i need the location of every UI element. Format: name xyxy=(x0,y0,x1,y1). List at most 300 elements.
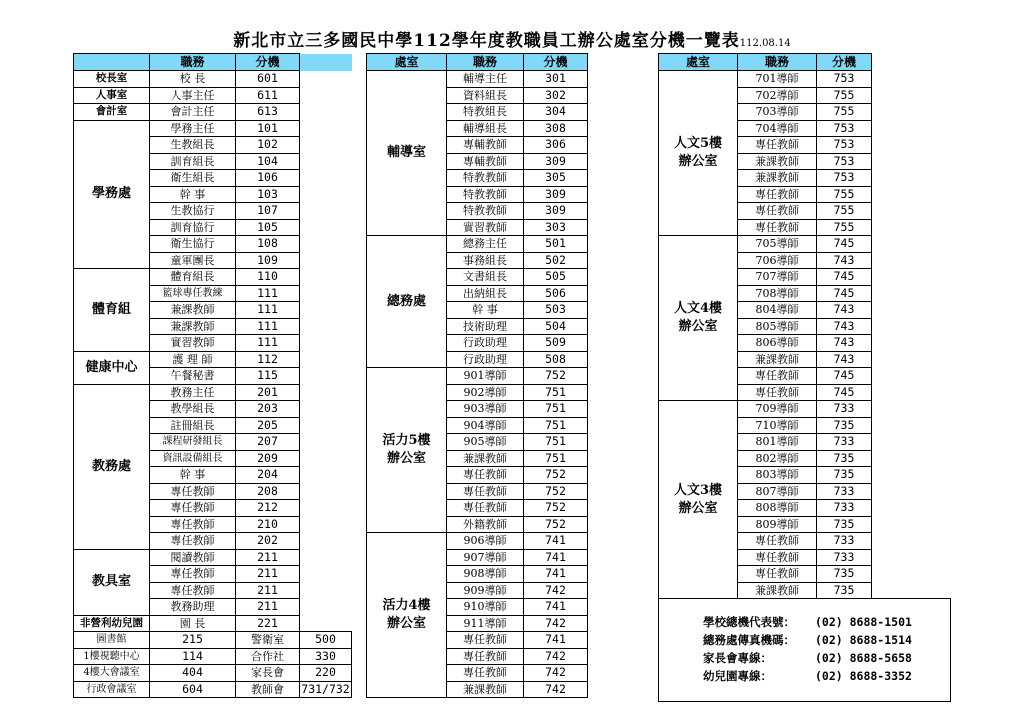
position-cell: 會計主任 xyxy=(150,104,236,121)
office-cell: 教具室 xyxy=(74,549,150,615)
empty-cell xyxy=(300,285,352,302)
table-row xyxy=(74,269,352,286)
ext-cell: 751 xyxy=(524,434,588,451)
table-row xyxy=(74,648,352,665)
ext-cell: 501 xyxy=(524,236,588,253)
ext-cell: 741 xyxy=(524,599,588,616)
position-cell: 資訊設備組長 xyxy=(150,450,236,467)
ext-cell: 752 xyxy=(524,516,588,533)
position-cell: 教務助理 xyxy=(150,599,236,616)
empty-cell xyxy=(300,615,352,632)
position-cell: 802導師 xyxy=(738,450,817,467)
position-cell: 910導師 xyxy=(447,599,524,616)
office-cell: 人事室 xyxy=(74,87,150,104)
ext-cell: 205 xyxy=(236,417,300,434)
position-cell: 904導師 xyxy=(447,417,524,434)
position-cell: 事務組長 xyxy=(447,252,524,269)
position-cell: 902導師 xyxy=(447,384,524,401)
ext-cell: 735 xyxy=(817,450,872,467)
position-cell: 701導師 xyxy=(738,71,817,88)
ext-cell: 309 xyxy=(524,186,588,203)
ext-cell: 745 xyxy=(817,236,872,253)
header-office xyxy=(74,54,150,71)
position-cell: 805導師 xyxy=(738,318,817,335)
ext-cell: 751 xyxy=(524,450,588,467)
empty-cell xyxy=(300,417,352,434)
contact-row: 總務處傳真機碼： (02) 8688-1514 xyxy=(703,633,912,647)
position-cell: 708導師 xyxy=(738,285,817,302)
ext-cell: 733 xyxy=(817,533,872,550)
position-cell: 兼課教師 xyxy=(447,450,524,467)
position-cell: 兼課教師 xyxy=(738,170,817,187)
position-cell: 專任教師 xyxy=(738,384,817,401)
table-row xyxy=(74,632,352,649)
title-text: 新北市立三多國民中學112學年度教職員工辦公處室分機一覽表 xyxy=(233,31,740,51)
ext-cell: 735 xyxy=(817,582,872,599)
ext-cell: 755 xyxy=(817,104,872,121)
ext-cell: 733 xyxy=(817,401,872,418)
ext-cell: 752 xyxy=(524,483,588,500)
position-cell: 技術助理 xyxy=(447,318,524,335)
position-cell: 專任教師 xyxy=(738,368,817,385)
ext-cell: 752 xyxy=(524,500,588,517)
room-cell: 1樓視聽中心 xyxy=(74,648,150,665)
ext-cell: 741 xyxy=(524,549,588,566)
ext-cell: 302 xyxy=(524,87,588,104)
header-ext: 分機 xyxy=(236,54,300,71)
table-row xyxy=(367,71,588,88)
ext-cell: 306 xyxy=(524,137,588,154)
position-cell: 兼課教師 xyxy=(738,582,817,599)
position-cell: 兼課教師 xyxy=(150,302,236,319)
position-cell: 出納組長 xyxy=(447,285,524,302)
ext-cell: 111 xyxy=(236,285,300,302)
table-header xyxy=(367,54,588,71)
ext-cell: 104 xyxy=(236,153,300,170)
header-ext: 分機 xyxy=(524,54,588,71)
office-cell: 教務處 xyxy=(74,384,150,549)
position-cell: 906導師 xyxy=(447,533,524,550)
position-cell: 訓育協行 xyxy=(150,219,236,236)
empty-cell xyxy=(300,120,352,137)
empty-cell xyxy=(300,302,352,319)
position-cell: 專任教師 xyxy=(447,500,524,517)
room-cell: 圖書館 xyxy=(74,632,150,649)
ext-cell: 110 xyxy=(236,269,300,286)
empty-cell xyxy=(300,236,352,253)
ext-cell: 502 xyxy=(524,252,588,269)
ext-cell: 735 xyxy=(817,417,872,434)
position-cell: 兼課教師 xyxy=(447,681,524,698)
empty-cell xyxy=(300,203,352,220)
empty-cell xyxy=(300,269,352,286)
ext-cell: 203 xyxy=(236,401,300,418)
position-cell: 實習教師 xyxy=(150,335,236,352)
position-cell: 特教組長 xyxy=(447,104,524,121)
ext-cell: 753 xyxy=(817,153,872,170)
empty-cell xyxy=(300,483,352,500)
position-cell: 專輔教師 xyxy=(447,153,524,170)
ext-cell: 755 xyxy=(817,203,872,220)
position-cell: 護 理 師 xyxy=(150,351,236,368)
office-cell: 體育組 xyxy=(74,269,150,352)
position-cell: 特教教師 xyxy=(447,186,524,203)
office-cell: 會計室 xyxy=(74,104,150,121)
room-cell: 4樓大會議室 xyxy=(74,665,150,682)
position-cell: 807導師 xyxy=(738,483,817,500)
empty-cell xyxy=(300,467,352,484)
ext-cell: 107 xyxy=(236,203,300,220)
ext-cell: 508 xyxy=(524,351,588,368)
empty-cell xyxy=(300,434,352,451)
ext-cell: 215 xyxy=(150,632,236,649)
position-cell: 808導師 xyxy=(738,500,817,517)
position-cell: 專任教師 xyxy=(150,483,236,500)
position-cell: 教學組長 xyxy=(150,401,236,418)
empty-cell xyxy=(300,351,352,368)
position-cell: 專任教師 xyxy=(738,219,817,236)
ext-cell: 755 xyxy=(817,87,872,104)
empty-cell xyxy=(300,219,352,236)
header-position: 職務 xyxy=(738,54,817,71)
position-cell: 幹 事 xyxy=(150,467,236,484)
ext-cell: 745 xyxy=(817,285,872,302)
position-cell: 專任教師 xyxy=(447,648,524,665)
empty-cell xyxy=(300,71,352,88)
ext-cell: 209 xyxy=(236,450,300,467)
position-cell: 行政助理 xyxy=(447,335,524,352)
position-cell: 806導師 xyxy=(738,335,817,352)
ext-cell: 753 xyxy=(817,71,872,88)
ext-cell: 309 xyxy=(524,203,588,220)
office-cell: 健康中心 xyxy=(74,351,150,384)
ext-cell: 751 xyxy=(524,401,588,418)
ext-cell: 211 xyxy=(236,599,300,616)
title-date: 112.08.14 xyxy=(739,38,791,49)
position-cell: 905導師 xyxy=(447,434,524,451)
ext-cell: 506 xyxy=(524,285,588,302)
ext-cell: 743 xyxy=(817,302,872,319)
ext-cell: 742 xyxy=(524,681,588,698)
ext-cell: 105 xyxy=(236,219,300,236)
ext-cell: 111 xyxy=(236,302,300,319)
table-row xyxy=(74,351,352,368)
empty-cell xyxy=(300,137,352,154)
ext-cell: 755 xyxy=(817,219,872,236)
empty-cell xyxy=(300,599,352,616)
empty-cell xyxy=(300,450,352,467)
position-cell: 籃球專任教練 xyxy=(150,285,236,302)
position-cell: 專任教師 xyxy=(150,566,236,583)
position-cell: 專輔教師 xyxy=(447,137,524,154)
table-row xyxy=(74,120,352,137)
ext-cell: 106 xyxy=(236,170,300,187)
position-cell: 706導師 xyxy=(738,252,817,269)
ext-cell: 500 xyxy=(300,632,352,649)
table-row xyxy=(367,236,588,253)
ext-cell: 751 xyxy=(524,384,588,401)
ext-cell: 112 xyxy=(236,351,300,368)
position-cell: 704導師 xyxy=(738,120,817,137)
ext-cell: 613 xyxy=(236,104,300,121)
ext-cell: 114 xyxy=(150,648,236,665)
ext-cell: 211 xyxy=(236,566,300,583)
position-cell: 908導師 xyxy=(447,566,524,583)
position-cell: 輔導組長 xyxy=(447,120,524,137)
table-row xyxy=(74,681,352,698)
ext-cell: 309 xyxy=(524,153,588,170)
ext-cell: 743 xyxy=(817,351,872,368)
middle-extension-table xyxy=(366,53,588,698)
ext-cell: 220 xyxy=(300,665,352,682)
ext-cell: 204 xyxy=(236,467,300,484)
table-row xyxy=(367,533,588,550)
office-cell: 活力4樓 辦公室 xyxy=(367,533,447,698)
position-cell: 文書組長 xyxy=(447,269,524,286)
position-cell: 809導師 xyxy=(738,516,817,533)
position-cell: 實習教師 xyxy=(447,219,524,236)
office-cell: 活力5樓 辦公室 xyxy=(367,368,447,533)
position-cell: 幹 事 xyxy=(150,186,236,203)
ext-cell: 601 xyxy=(236,71,300,88)
empty-cell xyxy=(300,335,352,352)
position-cell: 710導師 xyxy=(738,417,817,434)
ext-cell: 109 xyxy=(236,252,300,269)
ext-cell: 101 xyxy=(236,120,300,137)
empty-cell xyxy=(300,582,352,599)
ext-cell: 733 xyxy=(817,483,872,500)
position-cell: 輔導主任 xyxy=(447,71,524,88)
position-cell: 午餐秘書 xyxy=(150,368,236,385)
ext-cell: 308 xyxy=(524,120,588,137)
office-cell: 人文5樓 辦公室 xyxy=(659,71,738,236)
position-cell: 專任教師 xyxy=(447,467,524,484)
empty-cell xyxy=(300,384,352,401)
ext-cell: 301 xyxy=(524,71,588,88)
position-cell: 911導師 xyxy=(447,615,524,632)
position-cell: 703導師 xyxy=(738,104,817,121)
ext-cell: 735 xyxy=(817,467,872,484)
ext-cell: 111 xyxy=(236,335,300,352)
ext-cell: 208 xyxy=(236,483,300,500)
table-row xyxy=(74,87,352,104)
position-cell: 註冊組長 xyxy=(150,417,236,434)
ext-cell: 751 xyxy=(524,417,588,434)
ext-cell: 212 xyxy=(236,500,300,517)
ext-cell: 509 xyxy=(524,335,588,352)
ext-cell: 103 xyxy=(236,186,300,203)
contact-row: 幼兒園專線： (02) 8688-3352 xyxy=(703,669,912,683)
empty-cell xyxy=(300,368,352,385)
empty-cell xyxy=(300,87,352,104)
table-header xyxy=(659,54,872,71)
empty-cell xyxy=(300,500,352,517)
position-cell: 幹 事 xyxy=(447,302,524,319)
table-row xyxy=(74,104,352,121)
position-cell: 907導師 xyxy=(447,549,524,566)
position-cell: 901導師 xyxy=(447,368,524,385)
empty-cell xyxy=(300,252,352,269)
position-cell: 校 長 xyxy=(150,71,236,88)
ext-cell: 503 xyxy=(524,302,588,319)
position-cell: 童軍團長 xyxy=(150,252,236,269)
office-cell: 校長室 xyxy=(74,71,150,88)
room-cell: 教師會 xyxy=(236,681,300,698)
ext-cell: 102 xyxy=(236,137,300,154)
position-cell: 專任教師 xyxy=(447,632,524,649)
ext-cell: 741 xyxy=(524,566,588,583)
position-cell: 803導師 xyxy=(738,467,817,484)
empty-cell xyxy=(300,533,352,550)
ext-cell: 207 xyxy=(236,434,300,451)
left-extension-table xyxy=(73,53,352,698)
office-cell: 輔導室 xyxy=(367,71,447,236)
position-cell: 資料組長 xyxy=(447,87,524,104)
ext-cell: 111 xyxy=(236,318,300,335)
ext-cell: 743 xyxy=(817,252,872,269)
table-row xyxy=(659,71,872,88)
position-cell: 專任教師 xyxy=(738,549,817,566)
room-cell: 行政會議室 xyxy=(74,681,150,698)
position-cell: 人事主任 xyxy=(150,87,236,104)
position-cell: 專任教師 xyxy=(150,516,236,533)
ext-cell: 404 xyxy=(150,665,236,682)
ext-cell: 303 xyxy=(524,219,588,236)
position-cell: 專任教師 xyxy=(150,533,236,550)
ext-cell: 743 xyxy=(817,318,872,335)
ext-cell: 304 xyxy=(524,104,588,121)
ext-cell: 742 xyxy=(524,582,588,599)
empty-cell xyxy=(300,170,352,187)
ext-cell: 604 xyxy=(150,681,236,698)
ext-cell: 733 xyxy=(817,500,872,517)
ext-cell: 211 xyxy=(236,582,300,599)
ext-cell: 741 xyxy=(524,632,588,649)
position-cell: 專任教師 xyxy=(738,137,817,154)
office-cell: 總務處 xyxy=(367,236,447,368)
position-cell: 804導師 xyxy=(738,302,817,319)
table-row xyxy=(74,549,352,566)
ext-cell: 108 xyxy=(236,236,300,253)
position-cell: 體育組長 xyxy=(150,269,236,286)
contact-box xyxy=(658,598,951,702)
table-row xyxy=(659,401,872,418)
table-row xyxy=(74,384,352,401)
empty-cell xyxy=(300,153,352,170)
position-cell: 707導師 xyxy=(738,269,817,286)
ext-cell: 733 xyxy=(817,549,872,566)
ext-cell: 755 xyxy=(817,186,872,203)
position-cell: 園 長 xyxy=(150,615,236,632)
position-cell: 兼課教師 xyxy=(150,318,236,335)
position-cell: 專任教師 xyxy=(150,582,236,599)
room-cell: 警衛室 xyxy=(236,632,300,649)
ext-cell: 752 xyxy=(524,467,588,484)
table-row xyxy=(367,368,588,385)
ext-cell: 742 xyxy=(524,665,588,682)
empty-cell xyxy=(300,516,352,533)
office-cell: 人文3樓 辦公室 xyxy=(659,401,738,599)
position-cell: 衛生組長 xyxy=(150,170,236,187)
empty-cell xyxy=(300,566,352,583)
page-title xyxy=(0,26,1024,51)
position-cell: 訓育組長 xyxy=(150,153,236,170)
position-cell: 衛生協行 xyxy=(150,236,236,253)
empty-cell xyxy=(300,186,352,203)
position-cell: 903導師 xyxy=(447,401,524,418)
office-cell: 非營利幼兒園 xyxy=(74,615,150,632)
header-position: 職務 xyxy=(150,54,236,71)
room-cell: 家長會 xyxy=(236,665,300,682)
position-cell: 702導師 xyxy=(738,87,817,104)
ext-cell: 743 xyxy=(817,335,872,352)
empty-cell xyxy=(300,549,352,566)
ext-cell: 745 xyxy=(817,269,872,286)
ext-cell: 202 xyxy=(236,533,300,550)
position-cell: 閱讀教師 xyxy=(150,549,236,566)
table-header xyxy=(74,54,352,71)
ext-cell: 504 xyxy=(524,318,588,335)
position-cell: 生教組長 xyxy=(150,137,236,154)
ext-cell: 210 xyxy=(236,516,300,533)
ext-cell: 115 xyxy=(236,368,300,385)
position-cell: 特教教師 xyxy=(447,203,524,220)
empty-cell xyxy=(300,318,352,335)
ext-cell: 305 xyxy=(524,170,588,187)
ext-cell: 745 xyxy=(817,368,872,385)
right-extension-table xyxy=(658,53,872,599)
table-row xyxy=(74,665,352,682)
ext-cell: 753 xyxy=(817,137,872,154)
position-cell: 外籍教師 xyxy=(447,516,524,533)
header-office: 處室 xyxy=(659,54,738,71)
ext-cell: 731/732 xyxy=(301,681,350,696)
contact-row: 家長會專線： (02) 8688-5658 xyxy=(703,651,912,665)
ext-cell: 505 xyxy=(524,269,588,286)
ext-cell: 742 xyxy=(524,648,588,665)
position-cell: 專任教師 xyxy=(150,500,236,517)
ext-cell: 745 xyxy=(817,384,872,401)
position-cell: 專任教師 xyxy=(738,533,817,550)
position-cell: 專任教師 xyxy=(738,566,817,583)
office-cell: 人文4樓 辦公室 xyxy=(659,236,738,401)
header-ext: 分機 xyxy=(817,54,872,71)
header-position: 職務 xyxy=(447,54,524,71)
position-cell: 行政助理 xyxy=(447,351,524,368)
empty-cell xyxy=(300,401,352,418)
position-cell: 學務主任 xyxy=(150,120,236,137)
office-cell: 學務處 xyxy=(74,120,150,269)
ext-cell: 753 xyxy=(817,170,872,187)
empty-cell xyxy=(300,104,352,121)
table-row xyxy=(659,236,872,253)
ext-cell: 741 xyxy=(524,533,588,550)
position-cell: 專任教師 xyxy=(447,483,524,500)
position-cell: 兼課教師 xyxy=(738,351,817,368)
ext-cell: 735 xyxy=(817,566,872,583)
ext-cell: 330 xyxy=(300,648,352,665)
ext-cell: 201 xyxy=(236,384,300,401)
position-cell: 801導師 xyxy=(738,434,817,451)
position-cell: 專任教師 xyxy=(738,186,817,203)
ext-cell: 211 xyxy=(236,549,300,566)
ext-cell: 742 xyxy=(524,615,588,632)
position-cell: 705導師 xyxy=(738,236,817,253)
position-cell: 課程研發組長 xyxy=(150,434,236,451)
ext-cell: 221 xyxy=(236,615,300,632)
table-row xyxy=(74,71,352,88)
position-cell: 專任教師 xyxy=(447,665,524,682)
